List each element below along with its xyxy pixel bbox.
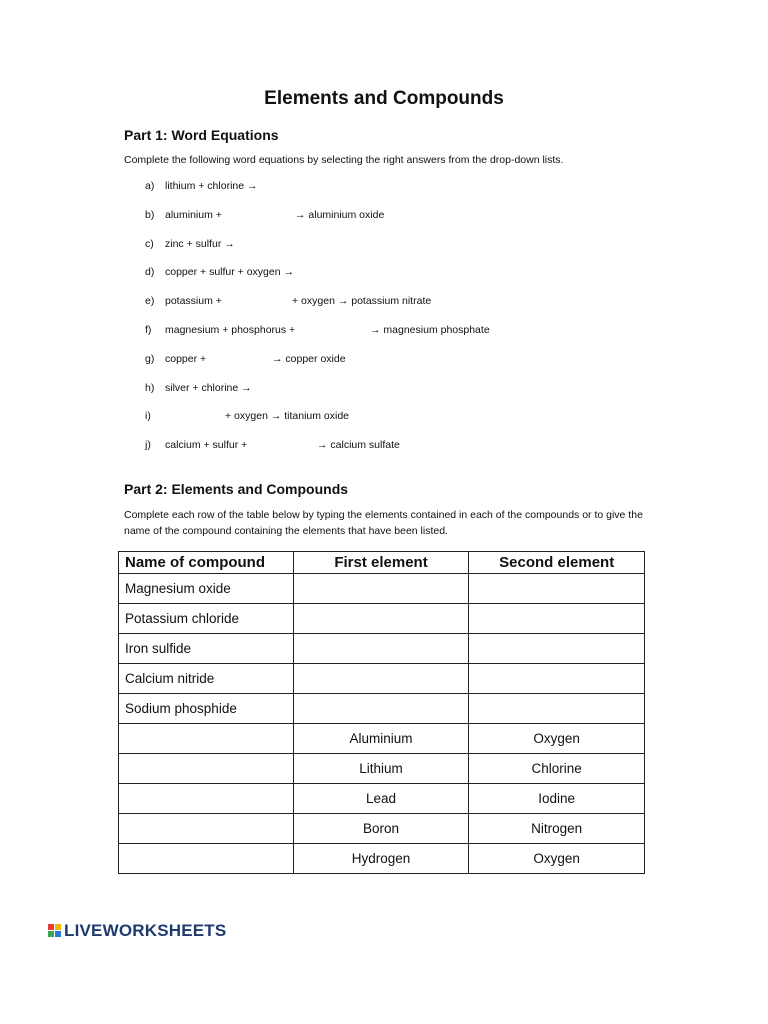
equation-letter: f) — [145, 324, 152, 336]
second-element-cell: Oxygen — [469, 724, 645, 754]
equation-c — [145, 238, 565, 254]
equation-text: → copper oxide — [272, 353, 346, 365]
equation-b — [145, 209, 565, 225]
first-element-cell: Hydrogen — [293, 844, 469, 874]
second-element-input[interactable] — [469, 604, 645, 634]
compound-name-input[interactable] — [119, 844, 294, 874]
compound-name-cell: Sodium phosphide — [119, 694, 294, 724]
column-header-name: Name of compound — [119, 552, 294, 574]
first-element-cell: Boron — [293, 814, 469, 844]
logo-text: LIVEWORKSHEETS — [64, 921, 227, 940]
equation-letter: i) — [145, 410, 151, 422]
part2-instruction: Complete each row of the table below by typing the elements contained in each of the compounds or to give the name of the compound containing the elements that have been listed. — [124, 509, 643, 537]
equation-letter: g) — [145, 353, 155, 365]
compound-name-input[interactable] — [119, 784, 294, 814]
equation-e — [145, 295, 565, 311]
equation-text: → aluminium oxide — [295, 209, 385, 221]
part1-heading: Part 1: Word Equations — [124, 127, 279, 143]
answer-dropdown[interactable] — [310, 265, 422, 281]
first-element-input[interactable] — [293, 634, 469, 664]
table-row — [119, 754, 645, 784]
equation-letter: b) — [145, 209, 155, 221]
second-element-cell: Iodine — [469, 784, 645, 814]
second-element-input[interactable] — [469, 664, 645, 694]
part1-instruction: Complete the following word equations by selecting the right answers from the drop-down lists. — [124, 154, 564, 166]
equation-text: copper + sulfur + oxygen → — [165, 266, 294, 278]
table-row — [119, 664, 645, 694]
answer-dropdown[interactable] — [265, 179, 377, 195]
equation-text: aluminium + — [165, 209, 222, 221]
logo-mark-icon — [48, 924, 62, 938]
answer-dropdown[interactable] — [165, 409, 223, 425]
equation-text: potassium + — [165, 295, 222, 307]
table-row — [119, 724, 645, 754]
equation-text: + oxygen → titanium oxide — [225, 410, 350, 422]
equation-text: magnesium + phosphorus + — [165, 324, 296, 336]
table-row — [119, 634, 645, 664]
column-header-first-element: First element — [293, 552, 469, 574]
table-row — [119, 694, 645, 724]
equation-f — [145, 324, 565, 340]
equation-h — [145, 382, 565, 398]
equation-letter: h) — [145, 382, 155, 394]
equation-text: → calcium sulfate — [317, 439, 400, 451]
compound-name-cell: Iron sulfide — [119, 634, 294, 664]
compounds-table — [118, 551, 645, 874]
second-element-input[interactable] — [469, 634, 645, 664]
second-element-input[interactable] — [469, 694, 645, 724]
equation-text: lithium + chlorine → — [165, 180, 258, 192]
part2-heading: Part 2: Elements and Compounds — [124, 481, 349, 497]
page-title: Elements and Compounds — [264, 88, 504, 109]
first-element-input[interactable] — [293, 694, 469, 724]
first-element-input[interactable] — [293, 664, 469, 694]
table-row — [119, 844, 645, 874]
equation-text: + oxygen → potassium nitrate — [292, 295, 432, 307]
answer-dropdown[interactable] — [310, 323, 370, 339]
table-row — [119, 814, 645, 844]
equation-text: → magnesium phosphate — [370, 324, 490, 336]
equation-text: copper + — [165, 353, 207, 365]
equation-letter: e) — [145, 295, 155, 307]
logo-square — [48, 924, 54, 930]
first-element-input[interactable] — [293, 574, 469, 604]
logo-square — [48, 931, 54, 937]
table-row — [119, 784, 645, 814]
equation-g — [145, 353, 565, 369]
logo-square — [55, 924, 61, 930]
equation-text: zinc + sulfur → — [165, 238, 235, 250]
equation-j — [145, 439, 565, 455]
second-element-cell: Chlorine — [469, 754, 645, 784]
second-element-cell: Oxygen — [469, 844, 645, 874]
equation-text: calcium + sulfur + — [165, 439, 248, 451]
answer-dropdown[interactable] — [227, 208, 297, 224]
compound-name-input[interactable] — [119, 724, 294, 754]
compound-name-cell: Potassium chloride — [119, 604, 294, 634]
liveworksheets-logo — [48, 921, 226, 941]
equation-a — [145, 180, 565, 196]
table-header-row — [119, 552, 645, 574]
answer-dropdown[interactable] — [245, 237, 357, 253]
compound-name-cell: Magnesium oxide — [119, 574, 294, 604]
logo-square — [55, 931, 61, 937]
answer-dropdown[interactable] — [215, 352, 272, 368]
answer-dropdown[interactable] — [257, 438, 317, 454]
compound-name-cell: Calcium nitride — [119, 664, 294, 694]
first-element-cell: Lead — [293, 784, 469, 814]
equation-text: silver + chlorine → — [165, 382, 252, 394]
table-row — [119, 574, 645, 604]
equation-letter: c) — [145, 238, 154, 250]
answer-dropdown[interactable] — [230, 294, 292, 310]
equation-letter: a) — [145, 180, 155, 192]
equation-d — [145, 266, 565, 282]
compound-name-input[interactable] — [119, 814, 294, 844]
equation-letter: d) — [145, 266, 155, 278]
second-element-cell: Nitrogen — [469, 814, 645, 844]
table-row — [119, 604, 645, 634]
first-element-cell: Lithium — [293, 754, 469, 784]
answer-dropdown[interactable] — [265, 381, 377, 397]
first-element-input[interactable] — [293, 604, 469, 634]
second-element-input[interactable] — [469, 574, 645, 604]
first-element-cell: Aluminium — [293, 724, 469, 754]
equation-i — [145, 410, 565, 426]
equation-letter: j) — [145, 439, 151, 451]
column-header-second-element: Second element — [469, 552, 645, 574]
compound-name-input[interactable] — [119, 754, 294, 784]
